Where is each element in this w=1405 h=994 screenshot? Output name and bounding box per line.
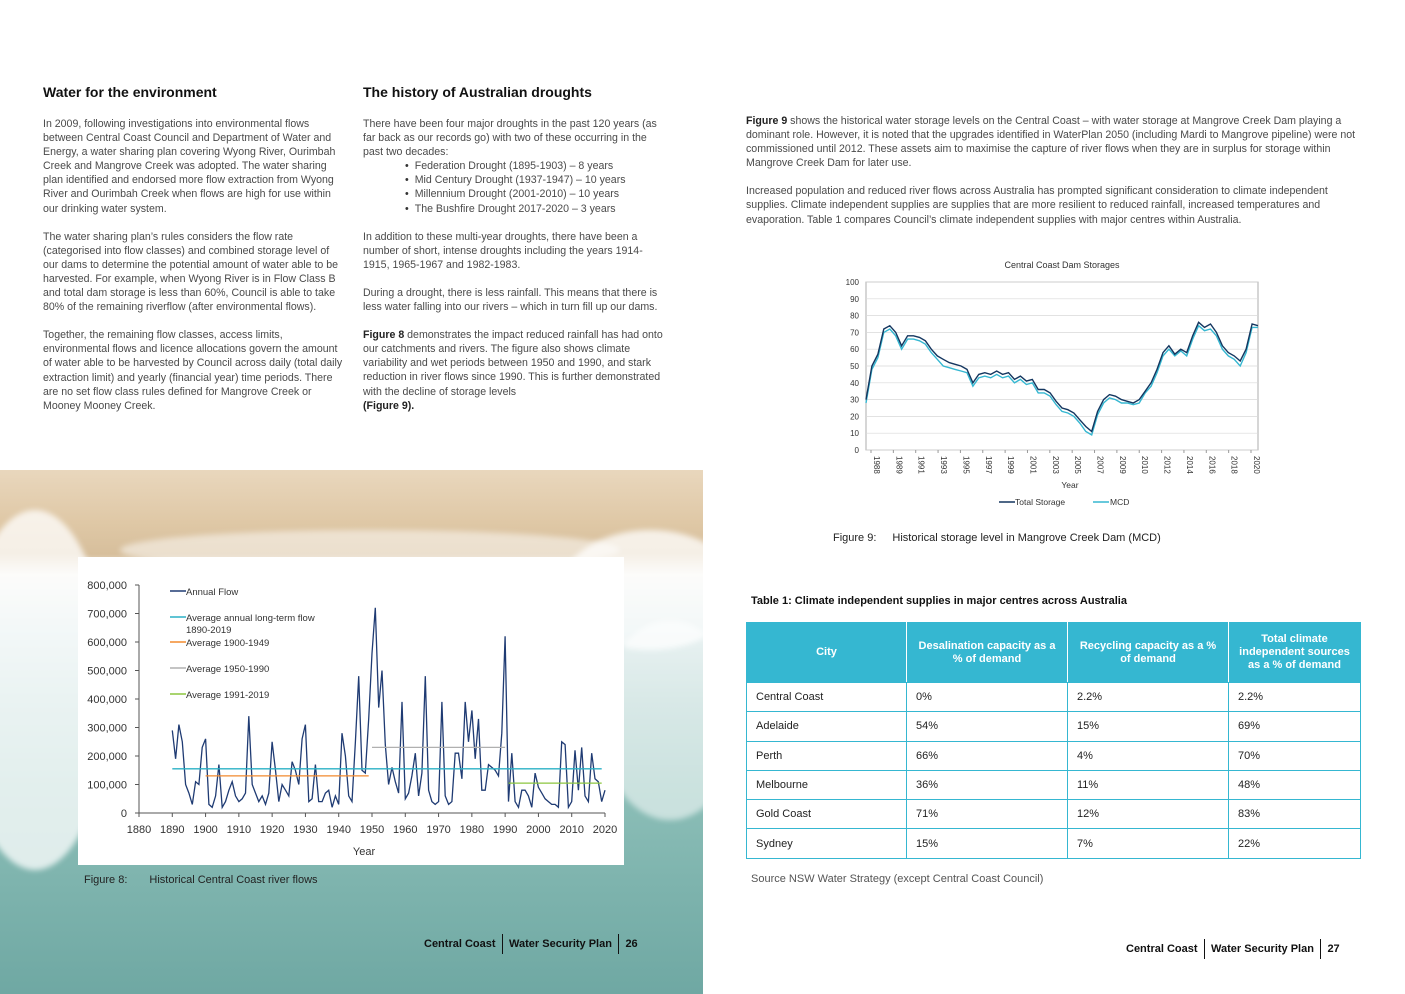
y-tick-label: 40 [850,378,859,388]
table-cell: 69% [1229,712,1361,741]
y-tick-label: 100,000 [87,779,127,792]
column-header: City [747,623,907,683]
paragraph [363,328,663,413]
x-tick-label: 1920 [259,824,285,836]
x-tick-label: 1880 [126,824,152,836]
caption-number: Figure 9: [833,532,877,544]
x-tick-label: 2014 [1184,456,1194,474]
x-tick-label: 1910 [226,824,252,836]
column-header: Desalination capacity as a % of demand [907,623,1068,683]
x-tick-label: 2016 [1207,456,1217,474]
list-item: • Federation Drought (1895-1903) – 8 years [405,159,663,173]
heading-history-of-droughts: The history of Australian droughts [363,84,592,100]
y-tick-label: 500,000 [87,665,127,678]
paragraph-text: shows the historical water storage levels on the Central Coast – with water storage at Mangrove Creek Dam playing a dominant role. However, it is noted that the upgrades identified in WaterPlan 2050 (including Mardi to Mangrove pipeline) were not commissioned until 2012. These assets aim to maximise the capture of river flows when they are in surplus for storage within Mangrove Creek Dam for later use. [746,115,1356,170]
caption-number: Figure 8: [84,874,128,886]
figure-8-chart-panel [78,557,624,865]
x-tick-label: 2005 [1073,456,1083,474]
x-tick-label: 2018 [1229,456,1239,474]
y-tick-label: 0 [120,808,127,820]
page-number: 26 [625,938,638,950]
y-tick-label: 400,000 [87,694,127,706]
table-cell: 66% [907,741,1068,770]
table-cell: 54% [907,712,1068,741]
table-row [747,829,1361,858]
paragraph: There have been four major droughts in the past 120 years (as far back as our records go) with two of these occurring in the past two decades: [363,118,657,159]
x-tick-label: 2000 [526,824,551,836]
table-cell-city: Melbourne [747,770,907,799]
x-axis-title: Year [1061,480,1079,490]
figure-9-reference: Figure 9 [746,115,788,127]
x-tick-label: 1997 [983,456,993,474]
paragraph: Together, the remaining flow classes, access limits, environmental flows and licence allocations govern the amount of water able to be harvested by Council across daily (total daily extraction limit) and yearly (financial year) time periods. There are no set flow class rules defined for Mangrove Creek or Mooney Mooney Creek. [43,329,343,412]
table-row [747,712,1361,741]
table-cell: 71% [907,800,1068,829]
y-tick-label: 90 [850,294,859,304]
table-cell: 22% [1229,829,1361,858]
y-tick-label: 30 [850,395,859,405]
footer-title: Water Security Plan [1211,943,1314,955]
legend-label: Average 1950-1990 [186,664,270,675]
footer-divider [618,934,620,954]
x-tick-label: 1900 [193,824,218,836]
caption-text: Historical Central Coast river flows [149,874,318,886]
y-tick-label: 300,000 [87,722,127,735]
table-cell-city: Sydney [747,829,907,858]
x-tick-label: 2020 [1252,456,1261,474]
x-tick-label: 1890 [160,824,185,836]
table-cell: 36% [907,770,1068,799]
x-tick-label: 1989 [894,456,904,474]
y-tick-label: 10 [850,429,859,439]
drought-list [405,159,663,215]
column-water-for-environment [43,117,343,427]
y-tick-label: 0 [854,446,859,455]
page-number: 27 [1327,943,1340,955]
chart-title: Central Coast Dam Storages [1004,260,1120,270]
x-tick-label: 2020 [592,824,618,836]
figure-8-reference: Figure 8 [363,329,405,342]
footer-divider [502,934,504,954]
legend-label: Total Storage [1015,497,1066,507]
y-tick-label: 600,000 [87,637,127,649]
table-cell: 15% [907,829,1068,858]
x-tick-label: 2009 [1117,456,1127,474]
x-tick-label: 2003 [1050,456,1060,474]
paragraph: In addition to these multi-year droughts, there have been a number of short, intense droughts including the years 1914-1915, 1965-1967 and 1982-1983. [363,230,643,271]
paragraph: During a drought, there is less rainfall. This means that there is less water falling into our rivers – which in turn fill up our dams. [363,286,658,314]
legend-label: Annual Flow [186,587,239,598]
x-tick-label: 1991 [916,456,926,474]
table-header-row [747,623,1361,683]
legend-label: Average 1991-2019 [186,690,270,701]
column-header: Total climate independent sources as a % of demand [1229,623,1361,683]
heading-water-for-environment: Water for the environment [43,84,217,100]
figure-8-caption [84,874,318,886]
table-cell: 7% [1068,829,1229,858]
x-tick-label: 1995 [961,456,971,474]
x-tick-label: 1993 [939,456,949,474]
paragraph-text: demonstrates the impact reduced rainfall has had onto our catchments and rivers. The figure also shows climate variability and wet periods between 1950 and 1990, and stark reduction in river flows since 1990. This is further demonstrated with the decline of storage levels [363,329,663,398]
table-cell: 70% [1229,741,1361,770]
table-row [747,770,1361,799]
table-cell-city: Perth [747,741,907,770]
list-item: • Mid Century Drought (1937-1947) – 10 years [405,173,663,187]
x-tick-label: 1960 [393,824,418,836]
column-header: Recycling capacity as a % of demand [1068,623,1229,683]
table-cell: 4% [1068,741,1229,770]
list-item: • Millennium Drought (2001-2010) – 10 years [405,187,663,201]
x-tick-label: 2010 [559,824,584,836]
y-tick-label: 200,000 [87,751,127,763]
y-tick-label: 50 [850,362,859,371]
list-item: • The Bushfire Drought 2017-2020 – 3 years [405,202,663,216]
x-tick-label: 1990 [492,824,518,836]
x-axis-title: Year [352,846,376,858]
x-tick-label: 1999 [1006,456,1016,474]
y-tick-label: 800,000 [87,580,127,592]
x-tick-label: 2001 [1028,456,1038,474]
x-tick-label: 1940 [326,824,351,836]
table-title: Table 1: Climate independent supplies in major centres across Australia [751,595,1127,607]
paragraph [746,114,1366,170]
footer-divider [1320,939,1322,959]
footer-brand: Central Coast [424,938,496,950]
table-row [747,800,1361,829]
y-tick-label: 20 [850,412,859,422]
x-tick-label: 1970 [426,824,451,836]
y-tick-label: 60 [850,345,859,355]
footer-left [424,934,638,954]
table-row [747,741,1361,770]
y-tick-label: 700,000 [87,608,127,621]
table-cell-city: Adelaide [747,712,907,741]
footer-right [1126,939,1340,959]
table-cell: 48% [1229,770,1361,799]
table-cell: 2.2% [1068,683,1229,712]
table-cell: 12% [1068,800,1229,829]
table-cell: 2.2% [1229,683,1361,712]
footer-brand: Central Coast [1126,943,1198,955]
table-cell: 83% [1229,800,1361,829]
legend-label: MCD [1110,497,1130,507]
x-tick-label: 1930 [293,824,318,836]
x-tick-label: 1988 [872,456,881,474]
figure-9-reference: (Figure 9). [363,399,415,412]
x-tick-label: 2012 [1162,456,1172,474]
x-tick-label: 1950 [359,824,385,836]
paragraph: Increased population and reduced river flows across Australia has prompted significant consideration to climate independent supplies. Climate independent supplies are supplies that are more resilient to reduced rainfall, increased temperatures and evaporation. Table 1 compares Council’s climate independent supplies with major centres within Australia. [746,185,1328,226]
footer-divider [1204,939,1206,959]
y-tick-label: 100 [845,278,859,287]
table-cell: 15% [1068,712,1229,741]
table-cell-city: Central Coast [747,683,907,712]
column-history-of-droughts [363,117,663,427]
paragraph: In 2009, following investigations into environmental flows between Central Coast Council and Department of Water and Energy, a water sharing plan covering Wyong River, Ourimbah Creek and Mangrove Creek was adopted. The water sharing plan identified and endorsed more flow extraction from Wyong River and Ourimbah Creek when flows are high for use within our drinking water system. [43,118,336,215]
x-tick-label: 2007 [1095,456,1105,474]
x-tick-label: 1980 [459,824,485,836]
table-cell: 11% [1068,770,1229,799]
river-flow-chart [78,557,624,865]
climate-supplies-table [746,622,1361,859]
dam-storage-chart [835,255,1275,515]
table-row [747,683,1361,712]
figure-9-caption [833,532,1161,544]
y-tick-label: 70 [850,328,859,338]
caption-text: Historical storage level in Mangrove Creek Dam (MCD) [892,532,1161,544]
source-note: Source NSW Water Strategy (except Central Coast Council) [751,873,1044,885]
x-tick-label: 2010 [1140,456,1150,474]
legend-label: Average 1900-1949 [186,638,270,649]
table-cell: 0% [907,683,1068,712]
y-tick-label: 80 [850,311,859,321]
legend-label: Average annual long-term flow 1890-2019 [186,613,315,636]
footer-title: Water Security Plan [509,938,612,950]
paragraph: The water sharing plan’s rules considers the flow rate (categorised into flow classes) and combined storage level of our dams to determine the potential amount of water able to be harvested. For example, when Wyong River is in Flow Class B and total dam storage is less than 60%, Council is able to take 80% of the remaining riverflow (after environmental flows). [43,230,339,314]
right-intro-text [746,114,1366,241]
table-cell-city: Gold Coast [747,800,907,829]
